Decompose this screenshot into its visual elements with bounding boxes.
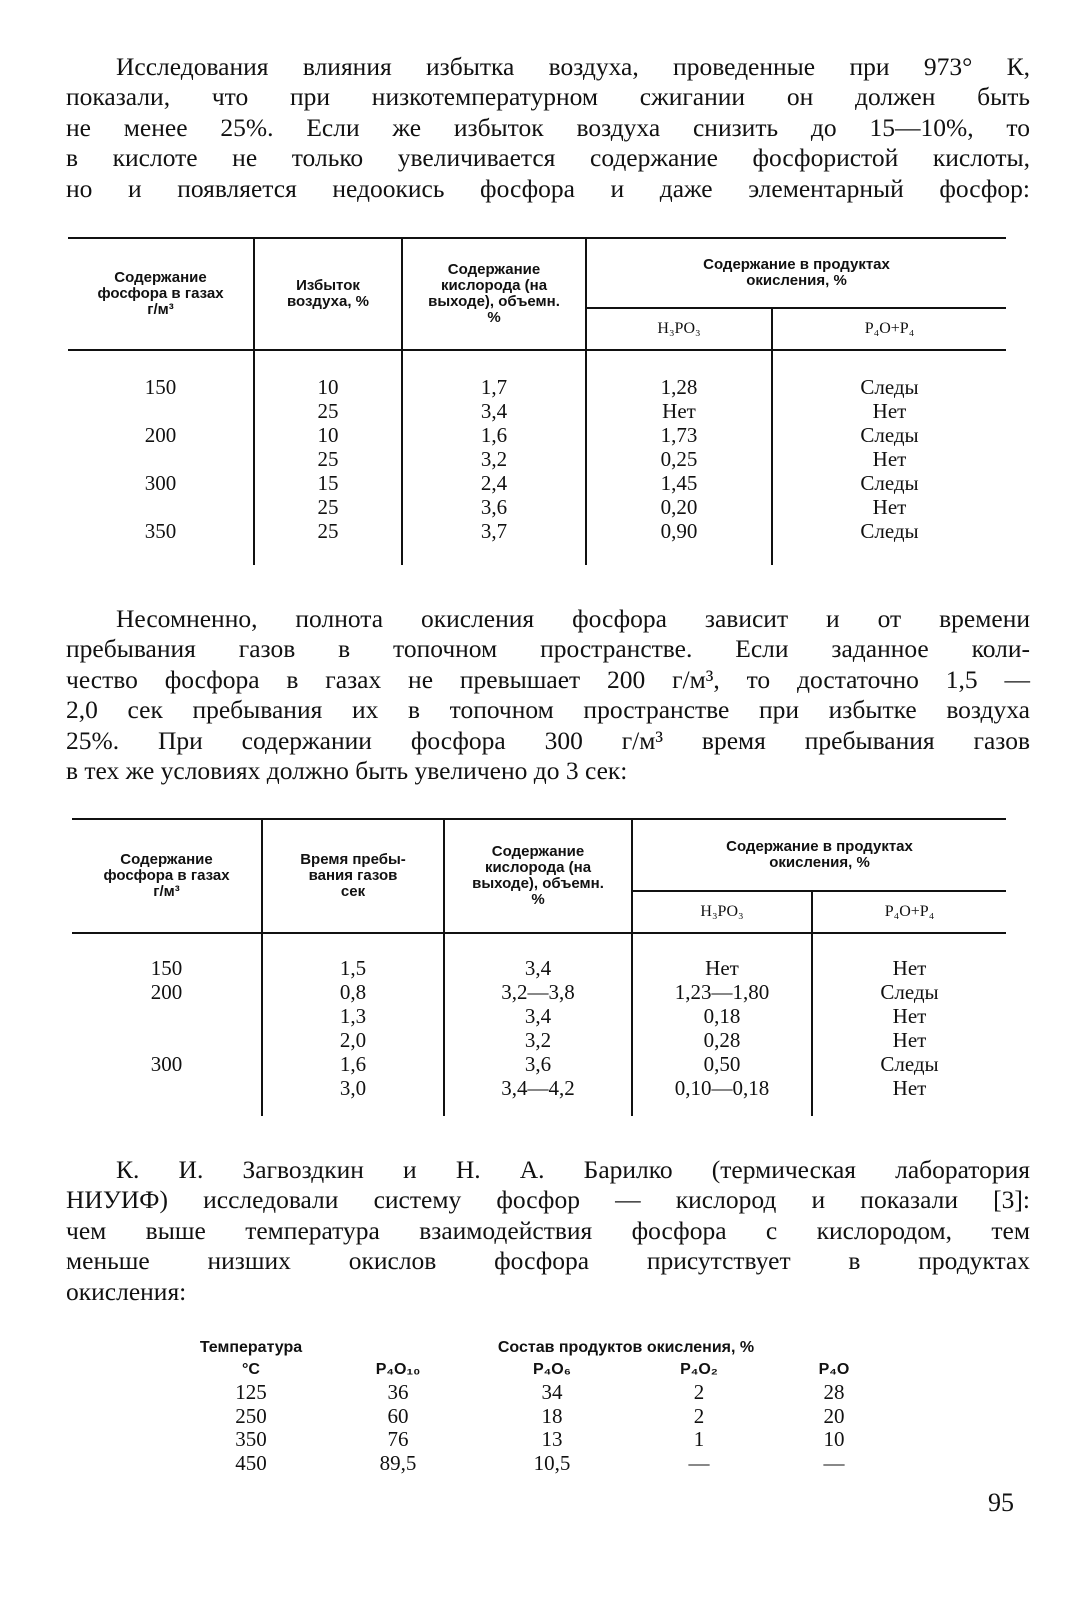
text-line: окисления: bbox=[66, 1276, 187, 1306]
text-line: 2,0 сек пребывания их в топочном пространстве при избытке воздуха bbox=[66, 695, 1030, 725]
header-p4o-p4: P₄O+P₄ bbox=[812, 891, 1006, 933]
table-row bbox=[180, 1452, 900, 1476]
table-cell: 2 bbox=[693, 1380, 705, 1404]
header-excess-air: Избыток воздуха, % bbox=[254, 238, 402, 350]
table-row bbox=[180, 1428, 900, 1452]
text-line: пребывания газов в топочном пространстве. Если заданное коли- bbox=[66, 634, 1030, 664]
header-phosphorus: Содержание фосфора в газах г/м³ bbox=[68, 238, 254, 350]
paragraph-3 bbox=[66, 1155, 1030, 1307]
header-p4o: P₄O bbox=[818, 1361, 850, 1378]
header-p4o-p4: P₄O+P₄ bbox=[772, 308, 1006, 350]
header-temperature-unit: °C bbox=[242, 1361, 260, 1378]
paragraph-2 bbox=[66, 604, 1030, 786]
text-line: 25%. При содержании фосфора 300 г/м³ время пребывания газов bbox=[66, 725, 1030, 755]
table-cell: 13 bbox=[541, 1427, 563, 1451]
text-line: в тех же условиях должно быть увеличено до 3 сек: bbox=[66, 756, 628, 786]
header-products: Содержание в продуктах окисления, % bbox=[586, 238, 1006, 308]
table-cell: 10,5 bbox=[533, 1450, 571, 1475]
table-cell: 2 bbox=[693, 1403, 705, 1428]
text-line: К. И. Загвоздкин и Н. А. Барилко (термическая лаборатория bbox=[116, 1155, 1030, 1184]
table-cell: — bbox=[688, 1450, 710, 1475]
header-phosphorus: Содержание фосфора в газах г/м³ bbox=[72, 819, 262, 933]
table-cell: 10 bbox=[823, 1427, 845, 1451]
table-cell: 20 bbox=[823, 1403, 845, 1428]
column-h3po3: Нет 1,23—1,80 0,18 0,28 0,50 0,10—0,18 bbox=[632, 933, 812, 1116]
header-h3po3: H₃PO₃ bbox=[632, 891, 812, 933]
table-temperature-composition bbox=[180, 1337, 900, 1475]
column-oxygen: 3,4 3,2—3,8 3,4 3,2 3,6 3,4—4,2 bbox=[444, 933, 632, 1116]
table-cell: 34 bbox=[541, 1380, 563, 1404]
table-cell: 125 bbox=[235, 1380, 267, 1404]
table-row bbox=[180, 1381, 900, 1405]
text-line: чем выше температура взаимодействия фосфора с кислородом, тем bbox=[66, 1215, 1030, 1245]
column-oxygen: 1,7 3,4 1,6 3,2 2,4 3,6 3,7 bbox=[402, 350, 586, 565]
table-cell: 250 bbox=[235, 1403, 267, 1428]
column-phosphorus: 150 200 300 350 bbox=[144, 375, 177, 543]
header-p4o10: P₄O₁₀ bbox=[375, 1361, 421, 1378]
text-line: Несомненно, полнота окисления фосфора зависит и от времени bbox=[116, 604, 1030, 633]
paragraph-1 bbox=[66, 52, 1030, 204]
header-composition: Состав продуктов окисления, % bbox=[497, 1339, 755, 1356]
header-residence-time: Время пребы- вания газов сек bbox=[262, 819, 444, 933]
text-line: меньше низших окислов фосфора присутствует в продуктах bbox=[66, 1246, 1030, 1276]
table-cell: 28 bbox=[823, 1380, 845, 1404]
column-p4o-p4: Следы Нет Следы Нет Следы Нет Следы bbox=[772, 350, 1006, 565]
table-cell: 18 bbox=[541, 1403, 563, 1428]
header-oxygen: Содержание кислорода (на выходе), объемн. % bbox=[444, 819, 632, 933]
table-row bbox=[180, 1405, 900, 1429]
header-p4o2: P₄O₂ bbox=[680, 1361, 718, 1378]
text-line: в кислоте не только увеличивается содержание фосфористой кислоты, bbox=[66, 143, 1030, 173]
table-cell: — bbox=[823, 1450, 845, 1475]
header-oxygen: Содержание кислорода (на выходе), объемн. % bbox=[402, 238, 586, 350]
text-line: не менее 25%. Если же избыток воздуха снизить до 15—10%, то bbox=[66, 112, 1030, 142]
table-cell: 60 bbox=[387, 1403, 409, 1428]
text-line: НИУИФ) исследовали систему фосфор — кислород и показали [3]: bbox=[66, 1185, 1030, 1215]
table-cell: 89,5 bbox=[379, 1450, 417, 1475]
table-cell: 350 bbox=[235, 1427, 267, 1451]
page-number: 95 bbox=[988, 1488, 1014, 1517]
table-cell: 1 bbox=[693, 1427, 705, 1451]
text-line: показали, что при низкотемпературном сжигании он должен быть bbox=[66, 82, 1030, 112]
table-cell: 36 bbox=[387, 1380, 409, 1404]
column-h3po3: 1,28 Нет 1,73 0,25 1,45 0,20 0,90 bbox=[586, 350, 772, 565]
header-products: Содержание в продуктах окисления, % bbox=[632, 819, 1006, 891]
column-p4o-p4: Нет Следы Нет Нет Следы Нет bbox=[812, 933, 1006, 1116]
text-line: но и появляется недоокись фосфора и даже элементарный фосфор: bbox=[66, 173, 1030, 203]
header-temperature: Температура bbox=[199, 1339, 303, 1356]
header-p4o6: P₄O₆ bbox=[532, 1361, 571, 1378]
table-cell: 450 bbox=[235, 1450, 267, 1475]
header-h3po3: H₃PO₃ bbox=[586, 308, 772, 350]
text-line: Исследования влияния избытка воздуха, проведенные при 973° К, bbox=[116, 52, 1030, 81]
text-line: чество фосфора в газах не превышает 200 г/м³, то достаточно 1,5 — bbox=[66, 664, 1030, 694]
table-excess-air bbox=[68, 237, 1006, 565]
table-residence-time bbox=[72, 818, 1006, 1116]
table-cell: 76 bbox=[387, 1427, 409, 1451]
column-excess-air: 10 25 10 25 15 25 25 bbox=[254, 350, 402, 565]
column-residence-time: 1,5 0,8 1,3 2,0 1,6 3,0 bbox=[262, 933, 444, 1116]
column-phosphorus: 150 200 300 bbox=[150, 956, 183, 1076]
